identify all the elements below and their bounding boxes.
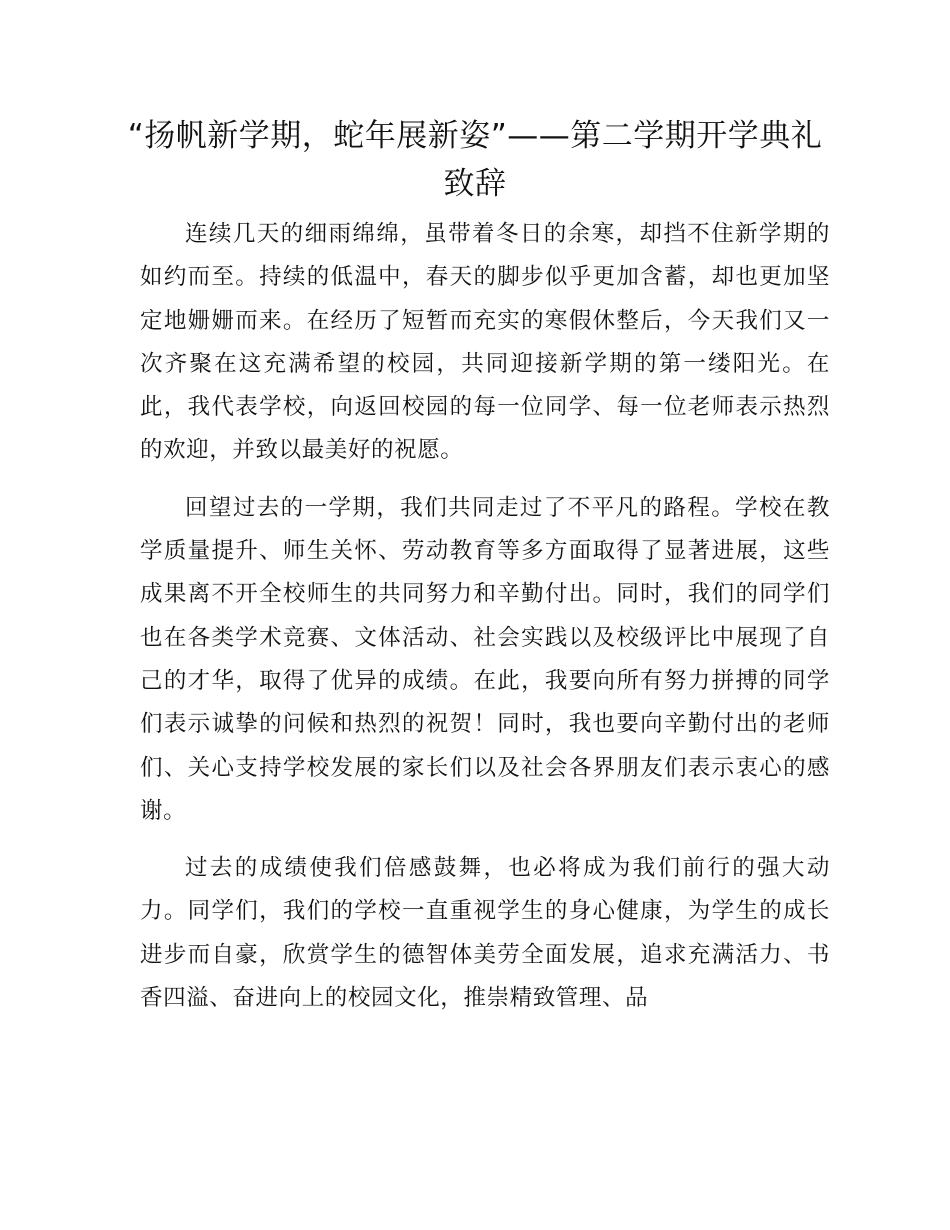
document-title: “扬帆新学期，蛇年展新姿”——第二学期开学典礼致辞 xyxy=(127,118,823,202)
paragraph-2: 回望过去的一学期，我们共同走过了不平凡的路程。学校在教学质量提升、师生关怀、劳动教育等多方面取得了显著进展，这些成果离不开全校师生的共同努力和辛勤付出。同时，我们的同学们也在各类学术竞赛、文体活动、社会实践以及校级评比中展现了自己的才华，取得了优异的成绩。在此，我要向所有努力拼搏的同学们表示诚挚的问候和热烈的祝贺！同时，我也要向辛勤付出的老师们、关心支持学校发展的家长们以及社会各界朋友们表示衷心的感谢。 xyxy=(140,494,830,824)
paragraph-1: 连续几天的细雨绵绵，虽带着冬日的余寒，却挡不住新学期的如约而至。持续的低温中，春天的脚步似乎更加含蓄，却也更加坚定地姗姗而来。在经历了短暂而充实的寒假休整后，今天我们又一次齐聚在这充满希望的校园，共同迎接新学期的第一缕阳光。在此，我代表学校，向返回校园的每一位同学、每一位老师表示热烈的欢迎，并致以最美好的祝愿。 xyxy=(140,221,830,464)
document-body xyxy=(140,213,830,1034)
paragraph-3: 过去的成绩使我们倍感鼓舞，也必将成为我们前行的强大动力。同学们，我们的学校一直重视学生的身心健康，为学生的成长进步而自豪，欣赏学生的德智体美劳全面发展，追求充满活力、书香四溢、奋进向上的校园文化，推崇精致管理、品 xyxy=(140,855,830,1012)
